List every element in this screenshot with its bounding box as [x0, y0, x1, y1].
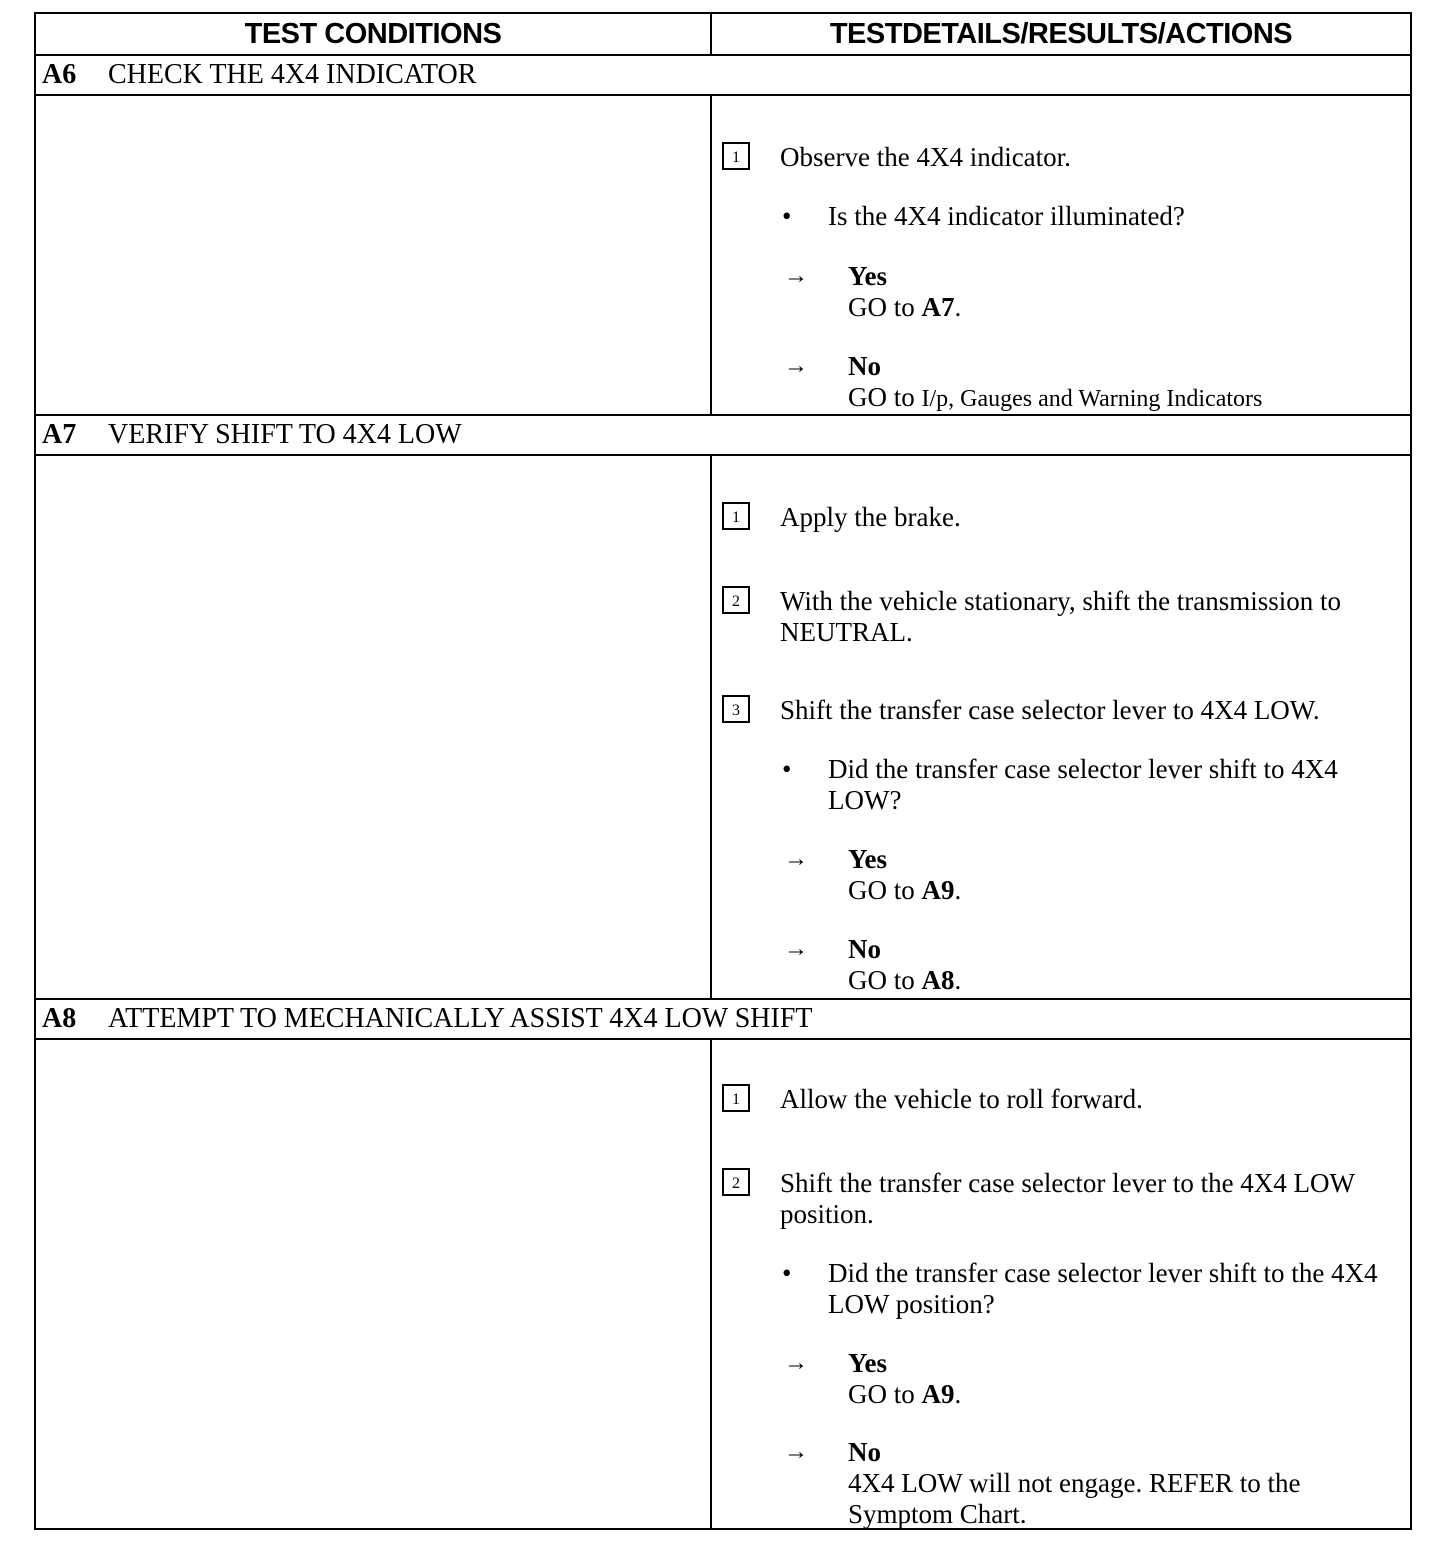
test-conditions-cell	[36, 96, 712, 414]
section-a6-body	[36, 96, 1410, 416]
test-conditions-cell	[36, 456, 712, 998]
arrow-right-icon: →	[784, 263, 808, 289]
answer-yes	[784, 1348, 1402, 1410]
arrow-right-icon: →	[784, 353, 808, 379]
question	[782, 1258, 1402, 1320]
section-title: VERIFY SHIFT TO 4X4 LOW	[108, 419, 462, 450]
goto-suffix: .	[954, 965, 962, 995]
section-code: A6	[42, 59, 77, 90]
step	[722, 695, 1402, 726]
table-header	[36, 14, 1410, 56]
question	[782, 754, 1402, 816]
goto-prefix: GO to	[848, 1379, 915, 1409]
goto-prefix: GO to	[848, 875, 915, 905]
goto-suffix: .	[954, 1379, 962, 1409]
diagnostic-table	[34, 12, 1412, 1530]
step-text: Shift the transfer case selector lever to the 4X4 LOW position.	[780, 1168, 1355, 1229]
step-number-box: 2	[722, 1168, 750, 1196]
answer-label: Yes	[848, 844, 887, 874]
question-text: Did the transfer case selector lever shift to 4X4 LOW?	[828, 754, 1338, 815]
section-code: A8	[42, 1003, 77, 1034]
step-number-box: 2	[722, 586, 750, 614]
goto-reference: A7	[921, 292, 955, 322]
goto-reference: A9	[921, 875, 955, 905]
goto-reference: A9	[921, 1379, 955, 1409]
test-results-cell	[712, 456, 1410, 998]
section-code: A7	[42, 419, 77, 450]
section-a7-body	[36, 456, 1410, 1000]
step	[722, 142, 1402, 173]
arrow-right-icon: →	[784, 936, 808, 962]
goto-suffix: .	[954, 292, 962, 322]
question	[782, 201, 1402, 232]
arrow-right-icon: →	[784, 1439, 808, 1465]
answer-no	[784, 351, 1402, 415]
answer-yes	[784, 261, 1402, 323]
answer-text: 4X4 LOW will not engage. REFER to the Symptom Chart.	[848, 1468, 1301, 1529]
step-text: With the vehicle stationary, shift the transmission to NEUTRAL.	[780, 586, 1342, 647]
step	[722, 1084, 1402, 1115]
question-text: Is the 4X4 indicator illuminated?	[828, 201, 1185, 231]
answer-no	[784, 934, 1402, 996]
step-text: Allow the vehicle to roll forward.	[780, 1084, 1143, 1114]
section-title: CHECK THE 4X4 INDICATOR	[108, 59, 477, 90]
answer-label: Yes	[848, 261, 887, 291]
step	[722, 586, 1402, 648]
answer-yes	[784, 844, 1402, 906]
step	[722, 1168, 1402, 1230]
step-number-box: 1	[722, 502, 750, 530]
step-number-box: 1	[722, 1084, 750, 1112]
test-conditions-header: TEST CONDITIONS	[36, 14, 712, 54]
bullet-icon: •	[782, 1258, 792, 1288]
answer-label: No	[848, 351, 881, 381]
test-results-cell	[712, 1040, 1410, 1528]
question-text: Did the transfer case selector lever shift to the 4X4 LOW position?	[828, 1258, 1378, 1319]
answer-label: No	[848, 934, 881, 964]
step-text: Shift the transfer case selector lever to 4X4 LOW.	[780, 695, 1320, 725]
section-a8-title	[36, 1000, 1410, 1040]
goto-prefix: GO to	[848, 292, 915, 322]
section-title: ATTEMPT TO MECHANICALLY ASSIST 4X4 LOW SHIFT	[108, 1003, 813, 1034]
section-a6-title	[36, 56, 1410, 96]
answer-label: No	[848, 1437, 881, 1467]
section-a8-body	[36, 1040, 1410, 1528]
goto-reference: A8	[921, 965, 955, 995]
step-number-box: 3	[722, 695, 750, 723]
goto-reference: I/p, Gauges and Warning Indicators	[921, 386, 1263, 412]
step-number-box: 1	[722, 142, 750, 170]
answer-label: Yes	[848, 1348, 887, 1378]
answer-no	[784, 1437, 1402, 1530]
goto-prefix: GO to	[848, 382, 915, 412]
bullet-icon: •	[782, 201, 792, 231]
goto-suffix: .	[954, 875, 962, 905]
step	[722, 502, 1402, 533]
test-conditions-cell	[36, 1040, 712, 1528]
step-text: Observe the 4X4 indicator.	[780, 142, 1071, 172]
test-results-cell	[712, 96, 1410, 414]
arrow-right-icon: →	[784, 846, 808, 872]
bullet-icon: •	[782, 754, 792, 784]
goto-prefix: GO to	[848, 965, 915, 995]
step-text: Apply the brake.	[780, 502, 961, 532]
test-results-header: TESTDETAILS/RESULTS/ACTIONS	[829, 17, 1293, 50]
section-a7-title	[36, 416, 1410, 456]
arrow-right-icon: →	[784, 1350, 808, 1376]
